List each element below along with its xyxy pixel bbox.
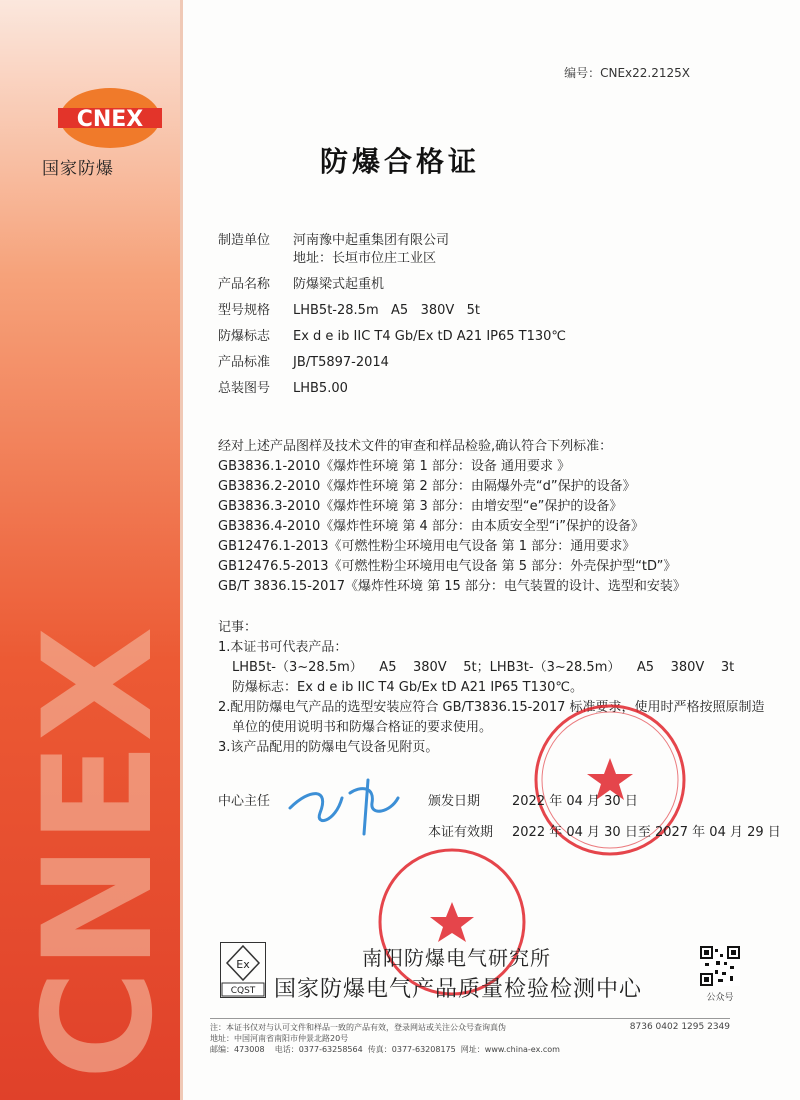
conformity-statement: 经对上述产品图样及技术文件的审查和样品检验,确认符合下列标准： bbox=[218, 439, 613, 454]
standard-item: GB12476.1-2013《可燃性粉尘环境用电气设备 第 1 部分：通用要求》 bbox=[218, 539, 636, 554]
standard-value: JB/T5897-2014 bbox=[293, 355, 389, 370]
logo-subtitle: 国家防爆 bbox=[42, 159, 114, 179]
qr-label: 公众号 bbox=[706, 993, 734, 1003]
standard-item: GB3836.4-2010《爆炸性环境 第 4 部分：由本质安全型“i”保护的设备》 bbox=[218, 519, 645, 534]
standard-item: GB3836.2-2010《爆炸性环境 第 2 部分：由隔爆外壳“d”保护的设备》 bbox=[218, 479, 636, 494]
address-value: 地址：长垣市位庄工业区 bbox=[293, 251, 437, 266]
note-1: 1.本证书可代表产品： bbox=[218, 640, 348, 655]
drawing-value: LHB5.00 bbox=[293, 381, 348, 396]
valid-period-value: 2022 年 04 月 30 日至 2027 年 04 月 29 日 bbox=[512, 825, 781, 840]
manufacturer-row bbox=[218, 232, 566, 268]
notes-block bbox=[218, 618, 778, 758]
certificate-title: 防爆合格证 bbox=[319, 145, 480, 178]
note-2: 2.配用防爆电气产品的选型安装应符合 GB/T3836.15-2017 标准要求，使用时严格按照原制造 bbox=[218, 700, 765, 715]
footer-note: 注：本证书仅对与认可文件和样品一致的产品有效，登录网站或关注公众号查询真伪 bbox=[210, 1023, 506, 1032]
valid-period-label: 本证有效期 bbox=[428, 825, 494, 840]
standards-list bbox=[218, 457, 686, 597]
manufacturer-value: 河南豫中起重集团有限公司 bbox=[293, 233, 450, 248]
qr-code-icon bbox=[700, 946, 740, 986]
conformity-statement-block bbox=[218, 437, 686, 597]
standard-item: GB3836.3-2010《爆炸性环境 第 3 部分：由增安型“e”保护的设备》 bbox=[218, 499, 623, 514]
product-fields bbox=[218, 232, 566, 406]
model-row bbox=[218, 302, 566, 320]
organisation-name-1: 南阳防爆电气研究所 bbox=[362, 946, 551, 970]
drawing-label: 总装图号 bbox=[218, 381, 271, 396]
note-1-marking: 防爆标志：Ex d e ib IIC T4 Gb/Ex tD A21 IP65 T130℃。 bbox=[232, 680, 584, 695]
note-1-products: LHB5t-（3~28.5m） A5 380V 5t；LHB3t-（3~28.5m） A5 380V 3t bbox=[232, 660, 735, 675]
band-watermark-text: CNEX bbox=[12, 626, 186, 1080]
standard-item: GB3836.1-2010《爆炸性环境 第 1 部分：设备 通用要求 》 bbox=[218, 459, 571, 474]
standard-label: 产品标准 bbox=[218, 355, 271, 370]
note-3: 3.该产品配用的防爆电气设备见附页。 bbox=[218, 740, 439, 755]
issue-date-label: 颁发日期 bbox=[428, 794, 481, 809]
marking-row bbox=[218, 328, 566, 346]
director-signature bbox=[280, 768, 420, 842]
footer bbox=[210, 1018, 730, 1055]
cqst-text: CQST bbox=[230, 986, 256, 996]
note-2-continued: 单位的使用说明书和防爆合格证的要求使用。 bbox=[232, 720, 493, 735]
product-row bbox=[218, 276, 566, 294]
model-value: LHB5t-28.5m A5 380V 5t bbox=[293, 303, 481, 318]
issue-date-value: 2022 年 04 月 30 日 bbox=[512, 794, 638, 809]
notes-heading: 记事： bbox=[218, 620, 258, 635]
director-label: 中心主任 bbox=[218, 794, 271, 809]
standard-item: GB/T 3836.15-2017《爆炸性环境 第 15 部分：电气装置的设计、选型和安装》 bbox=[218, 579, 686, 594]
logo-text: CNEX bbox=[76, 107, 144, 132]
model-label: 型号规格 bbox=[218, 303, 271, 318]
product-value: 防爆梁式起重机 bbox=[293, 277, 385, 292]
footer-address: 地址：中国河南省南阳市仲景北路20号 bbox=[210, 1034, 349, 1043]
footer-serial: 8736 0402 1295 2349 bbox=[629, 1022, 730, 1032]
drawing-row bbox=[218, 380, 566, 398]
marking-value: Ex d e ib IIC T4 Gb/Ex tD A21 IP65 T130℃ bbox=[293, 329, 567, 344]
standard-item: GB12476.5-2013《可燃性粉尘环境用电气设备 第 5 部分：外壳保护型“tD”》 bbox=[218, 559, 677, 574]
organisation-name-2: 国家防爆电气产品质量检验检测中心 bbox=[274, 977, 643, 1002]
ex-mark-text: Ex bbox=[236, 958, 250, 971]
product-label: 产品名称 bbox=[218, 277, 271, 292]
certificate-number: 编号：CNEx22.2125X bbox=[564, 66, 690, 80]
marking-label: 防爆标志 bbox=[218, 329, 271, 344]
footer-contact: 邮编：473008 电话：0377-63258564 传真：0377-63208175 网址：www.china-ex.com bbox=[210, 1045, 560, 1054]
standard-row bbox=[218, 354, 566, 372]
manufacturer-label: 制造单位 bbox=[218, 233, 271, 248]
ex-cqst-mark bbox=[220, 942, 266, 998]
